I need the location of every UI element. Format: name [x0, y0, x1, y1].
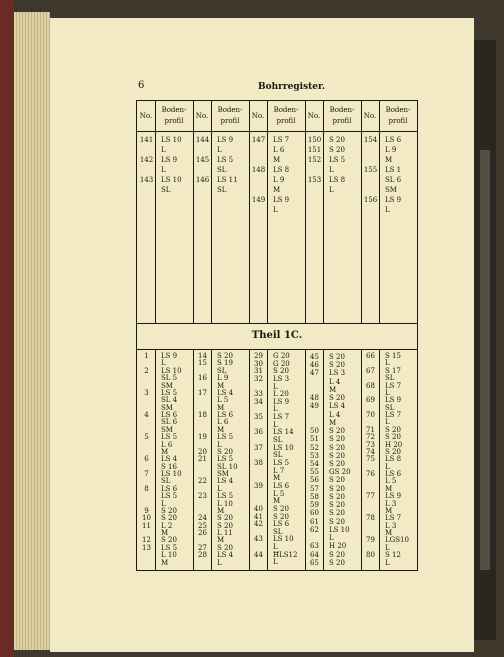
entry-number: 17 [198, 388, 207, 397]
entry-number: 59 [310, 501, 319, 510]
entry-profile: S 15 L [385, 352, 401, 368]
entry-number: 76 [366, 470, 375, 479]
entry-profile: LS 7 L [385, 381, 402, 397]
entry-number: 64 [310, 550, 319, 559]
entry-profile: L 11 M [217, 529, 233, 545]
entry-profile: LS 7 L [385, 411, 402, 427]
entry-number: 31 [254, 367, 263, 376]
entry-profile: LS 5 SL [217, 156, 234, 174]
entry-number: 1 [144, 352, 149, 360]
header-profile: Boden- profil [329, 106, 355, 125]
entry-number: 155 [363, 166, 378, 174]
entry-profile: S 20 [329, 361, 345, 370]
entry-profile: S 20 [329, 509, 345, 518]
entry-number: 20 [198, 447, 207, 456]
entry-profile: G 20 [273, 359, 290, 368]
entry-number: 15 [198, 359, 207, 368]
entry-profile: S 20 [273, 367, 289, 376]
entry-profile: S 20 [329, 443, 345, 452]
entry-profile: H 20 [329, 542, 347, 551]
number-rule-upper [155, 101, 156, 323]
entry-number: 21 [198, 455, 207, 464]
entry-profile: S 20 [217, 543, 233, 552]
group-rule-upper [193, 101, 194, 323]
entry-number: 141 [139, 136, 154, 144]
entry-profile: S 20 [329, 476, 345, 485]
entry-number: 30 [254, 359, 263, 368]
entry-profile: S 12 L [385, 551, 401, 567]
entry-profile: S 20 [161, 536, 177, 545]
entry-number: 42 [254, 520, 263, 529]
entry-profile: LS 9 L 3 M [385, 492, 402, 515]
entry-profile: LS 9 L [273, 397, 290, 414]
entry-profile: L 20 [273, 390, 289, 399]
entry-number: 32 [254, 374, 263, 383]
entry-profile: LS 8 L [329, 176, 346, 194]
entry-profile: LS 10 L [329, 525, 350, 543]
entry-profile: S 20 [329, 550, 345, 559]
entry-number: 51 [310, 435, 319, 444]
number-rule-upper [267, 101, 268, 323]
entry-profile: S 20 [273, 504, 289, 513]
entry-profile: LS 8 L [385, 455, 402, 471]
entry-profile: LS 10 L [273, 535, 294, 552]
entry-number: 79 [366, 536, 375, 545]
section-rule-top [137, 323, 417, 324]
entry-profile: LS 10 SL [273, 443, 294, 460]
entry-number: 3 [144, 388, 149, 397]
entry-profile: S 20 [329, 451, 345, 460]
entry-number: 67 [366, 366, 375, 375]
entry-profile: LS 6 L 9 M [385, 136, 402, 164]
entry-profile: S 20 [217, 514, 233, 523]
header-no: No. [307, 111, 321, 120]
entry-number: 12 [142, 536, 151, 545]
entry-number: 154 [363, 136, 378, 144]
entry-number: 33 [254, 390, 263, 399]
group-rule-upper [305, 101, 306, 323]
entry-number: 70 [366, 411, 375, 420]
entry-number: 39 [254, 481, 263, 490]
entry-number: 65 [310, 558, 319, 567]
entry-number: 54 [310, 460, 319, 468]
header-profile: Boden- profil [385, 106, 411, 125]
entry-number: 149 [251, 196, 266, 204]
group-rule-lower [249, 349, 250, 570]
entry-number: 35 [254, 413, 263, 422]
entry-number: 2 [144, 366, 149, 375]
number-rule-lower [267, 349, 268, 570]
entry-profile: LS 4 S 16 [161, 455, 178, 471]
entry-profile: S 20 [161, 506, 177, 515]
entry-number: 66 [366, 352, 375, 360]
group-rule-lower [361, 349, 362, 570]
entry-number: 63 [310, 542, 319, 551]
page-edges [14, 12, 50, 650]
entry-profile: LS 6 L 6 M [217, 411, 234, 434]
entry-number: 148 [251, 166, 266, 174]
entry-profile: LS 7 L [273, 413, 290, 429]
entry-profile: GS 20 [329, 468, 351, 477]
entry-profile: LS 11 SL [217, 176, 238, 194]
entry-profile: S 20 [329, 460, 345, 468]
entry-number: 25 [198, 521, 207, 530]
entry-profile: S 17 SL [385, 366, 401, 383]
entry-number: 9 [144, 506, 149, 515]
entry-number: 4 [144, 411, 149, 420]
entry-number: 44 [254, 550, 263, 559]
entry-profile: S 20 [329, 501, 345, 510]
entry-profile: S 20 [329, 353, 345, 361]
entry-number: 41 [254, 512, 263, 521]
entry-profile: LS 10 SL 5 SM [161, 366, 182, 390]
entry-profile: S 20 [217, 352, 233, 360]
entry-number: 72 [366, 433, 375, 442]
entry-profile: LS 9 L [161, 156, 178, 174]
entry-profile: S 20 [329, 427, 345, 436]
entry-number: 40 [254, 504, 263, 513]
entry-profile: LS 3 L 4 M [329, 369, 346, 394]
entry-profile: S 20 [385, 433, 401, 442]
entry-profile: LS 5 SL 4 SM [161, 388, 178, 412]
entry-profile: LS 14 SL [273, 428, 294, 445]
entry-profile: LS 5 SL 10 SM [217, 455, 238, 479]
entry-profile: LS 9 L [273, 196, 290, 214]
entry-profile: LS 10 SL [161, 470, 182, 486]
entry-profile: S 20 [329, 517, 345, 526]
entry-profile: L 2 M [161, 521, 173, 538]
entry-number: 47 [310, 369, 319, 378]
entry-profile: LS 7 L 6 M [273, 136, 290, 164]
entry-number: 34 [254, 397, 263, 406]
entry-number: 18 [198, 411, 207, 420]
entry-number: 61 [310, 517, 319, 526]
entry-profile: S 20 [329, 492, 345, 501]
group-rule-lower [193, 349, 194, 570]
entry-number: 43 [254, 535, 263, 544]
entry-profile: S 20 [161, 514, 177, 523]
entry-profile: G 20 [273, 352, 290, 360]
entry-profile: LS 6 L 5 M [385, 470, 402, 493]
entry-number: 55 [310, 468, 319, 477]
entry-profile: LS 6 LS 5 L [161, 484, 178, 508]
entry-profile: LS 3 L [273, 374, 290, 391]
entry-profile: LS 5 L 7 M [273, 459, 290, 483]
entry-profile: LS 5 L 10 M [161, 543, 178, 567]
entry-profile: LS 5 L [329, 156, 346, 174]
entry-profile: LS 6 SL [273, 520, 290, 536]
number-rule-lower [155, 349, 156, 570]
entry-number: 23 [198, 492, 207, 501]
entry-number: 57 [310, 484, 319, 493]
entry-number: 143 [139, 176, 154, 184]
entry-number: 38 [254, 459, 263, 467]
entry-profile: S 20 [385, 447, 401, 456]
entry-number: 56 [310, 476, 319, 485]
number-rule-lower [379, 349, 380, 570]
entry-profile: LS 8 L 9 M [273, 166, 290, 194]
entry-profile: LS 4 L 4 M [329, 402, 346, 427]
header-profile: Boden- profil [273, 106, 299, 125]
running-head: Bohrregister. [258, 82, 326, 92]
entry-profile: LS 6 SL 6 SM [161, 411, 178, 434]
entry-number: 156 [363, 196, 378, 204]
entry-number: 60 [310, 509, 319, 518]
entry-number: 5 [144, 433, 149, 442]
entry-profile: S 20 [329, 435, 345, 444]
entry-profile: S 20 [217, 447, 233, 456]
entry-number: 22 [198, 477, 207, 486]
entry-number: 80 [366, 551, 375, 560]
entry-number: 36 [254, 428, 263, 437]
section-rule-bottom [137, 349, 417, 350]
entry-profile: LS 5 L [217, 433, 234, 449]
entry-profile: S 20 [329, 136, 345, 144]
header-no: No. [251, 111, 265, 120]
entry-number: 27 [198, 543, 207, 552]
entry-profile: L 9 M [217, 374, 229, 390]
entry-profile: LS 9 SL [385, 396, 402, 412]
entry-number: 37 [254, 443, 263, 452]
entry-number: 71 [366, 425, 375, 434]
entry-number: 69 [366, 396, 375, 405]
entry-number: 78 [366, 514, 375, 523]
entry-profile: LS 4 L [217, 477, 234, 493]
entry-number: 74 [366, 447, 375, 456]
header-no: No. [363, 111, 377, 120]
entry-number: 75 [366, 455, 375, 464]
section-title: Theil 1C. [251, 330, 303, 341]
entry-profile: LS 10 L [161, 136, 182, 154]
entry-number: 77 [366, 492, 375, 501]
entry-profile: LS 9 L [385, 196, 402, 214]
header-rule [137, 131, 417, 132]
entry-number: 153 [307, 176, 322, 184]
entry-profile: LS 9 L [217, 136, 234, 154]
entry-number: 142 [139, 156, 154, 164]
entry-number: 150 [307, 136, 322, 144]
entry-number: 45 [310, 353, 319, 361]
entry-number: 68 [366, 381, 375, 390]
entry-profile: LS 5 L 10 M [217, 492, 234, 515]
entry-number: 73 [366, 440, 375, 449]
entry-number: 49 [310, 402, 319, 411]
entry-number: 16 [198, 374, 207, 383]
entry-profile: LS 7 L 3 M [385, 514, 402, 538]
book-spine [0, 0, 14, 657]
entry-number: 11 [142, 521, 151, 530]
entry-number: 48 [310, 394, 319, 403]
header-no: No. [139, 111, 153, 120]
entry-profile: S 20 [329, 394, 345, 403]
entry-number: 151 [307, 146, 322, 154]
entry-number: 8 [144, 484, 149, 493]
entry-number: 7 [144, 470, 149, 479]
register-table [136, 100, 418, 571]
entry-number: 13 [142, 543, 151, 552]
header-profile: Boden- profil [217, 106, 243, 125]
header-no: No. [195, 111, 209, 120]
entry-number: 29 [254, 352, 263, 360]
entry-number: 146 [195, 176, 210, 184]
entry-number: 144 [195, 136, 210, 144]
entry-profile: LS 10 SL [161, 176, 182, 194]
entry-number: 62 [310, 525, 319, 534]
number-rule-lower [211, 349, 212, 570]
entry-profile: S 20 [217, 521, 233, 530]
entry-profile: S 20 [329, 558, 345, 567]
entry-number: 50 [310, 427, 319, 436]
entry-profile: LS 9 L [161, 352, 178, 368]
number-rule-upper [379, 101, 380, 323]
entry-profile: ĦLS12 L [273, 550, 298, 567]
page-number: 6 [138, 80, 145, 91]
entry-number: 145 [195, 156, 210, 164]
entry-number: 10 [142, 514, 151, 523]
entry-profile: LS 1 SL 6 SM [385, 166, 402, 194]
entry-number: 6 [144, 455, 149, 464]
entry-profile: S 19 SL [217, 359, 233, 375]
entry-profile: LS 4 L [217, 551, 234, 567]
group-rule-upper [249, 101, 250, 323]
entry-profile: LS 5 L 6 M [161, 433, 178, 456]
entry-number: 58 [310, 492, 319, 501]
entry-number: 14 [198, 352, 207, 360]
entry-number: 24 [198, 514, 207, 523]
group-rule-upper [361, 101, 362, 323]
entry-profile: LGS10 L [385, 536, 409, 552]
entry-profile: H 20 [385, 440, 403, 449]
entry-number: 52 [310, 443, 319, 452]
entry-number: 152 [307, 156, 322, 164]
entry-number: 28 [198, 551, 207, 560]
entry-profile: S 20 [385, 425, 401, 434]
group-rule-lower [305, 349, 306, 570]
header-profile: Boden- profil [161, 106, 187, 125]
entry-profile: S 20 [329, 146, 345, 154]
entry-profile: LS 4 L 5 M [217, 388, 234, 412]
entry-number: 147 [251, 136, 266, 144]
entry-profile: S 20 [329, 484, 345, 493]
entry-number: 26 [198, 529, 207, 538]
entry-number: 19 [198, 433, 207, 442]
entry-profile: LS 6 L 5 M [273, 481, 290, 506]
entry-profile: S 20 [273, 512, 289, 521]
number-rule-upper [211, 101, 212, 323]
entry-number: 46 [310, 361, 319, 370]
number-rule-lower [323, 349, 324, 570]
number-rule-upper [323, 101, 324, 323]
page-shadow [480, 150, 490, 570]
entry-number: 53 [310, 451, 319, 460]
